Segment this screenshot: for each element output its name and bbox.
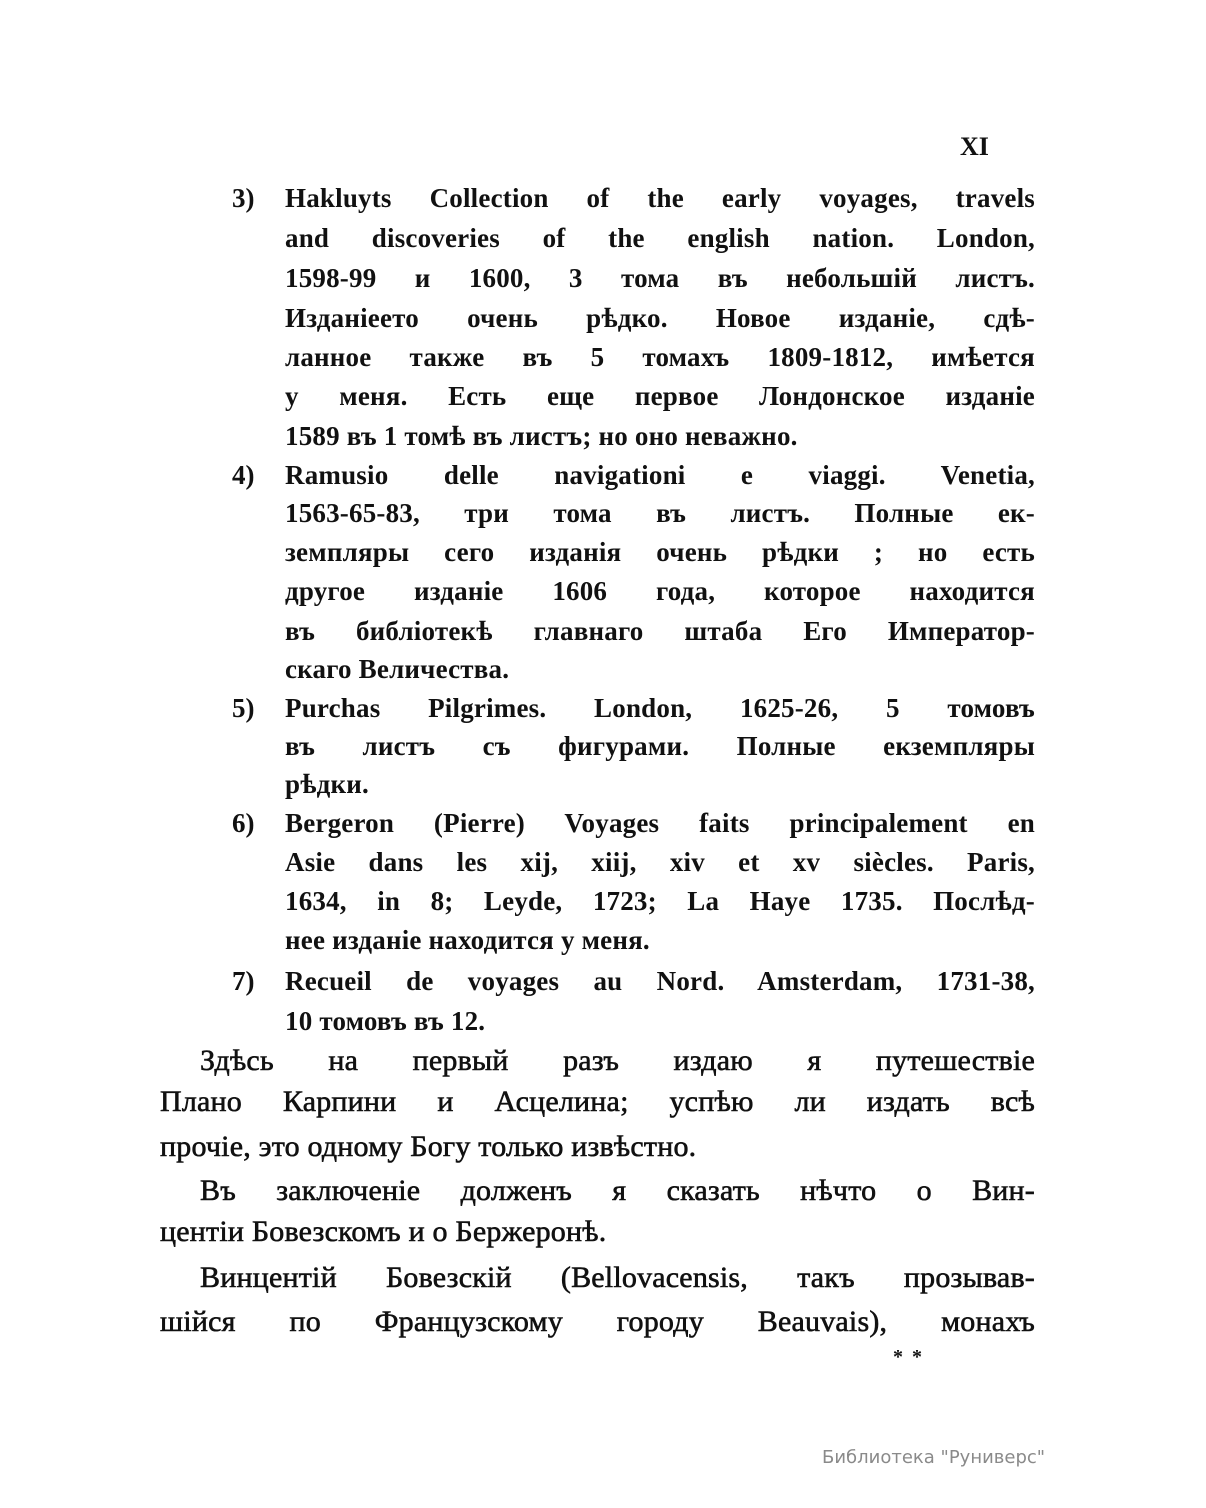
bibliography-line: скаго Величества. (285, 654, 510, 684)
paragraph-line: шійся по Французскому городу Beauvais), монахъ (160, 1305, 1035, 1338)
bibliography-line: 10 томовъ въ 12. (285, 1006, 486, 1036)
bibliography-line: and discoveries of the english nation. London, (285, 223, 1035, 253)
bibliography-line: Изданіеето очень рѣдко. Новое изданіе, сдѣ- (285, 303, 1035, 333)
paragraph-line: центіи Бовезскомъ и о Бержеронѣ. (160, 1215, 607, 1248)
item-number: 3) (232, 183, 255, 213)
bibliography-line: Ramusio delle navigationi e viaggi. Venetia, (285, 460, 1035, 490)
bibliography-line: въ библіотекѣ главнаго штаба Его Император- (285, 616, 1035, 646)
bibliography-line: 1563-65-83, три тома въ листъ. Полные ек- (285, 498, 1035, 528)
bibliography-line: въ листъ съ фигурами. Полные екземпляры (285, 731, 1035, 761)
bibliography-line: Asie dans les xij, xiij, xiv et xv siècles. Paris, (285, 847, 1035, 877)
bibliography-line: Recueil de voyages au Nord. Amsterdam, 1731-38, (285, 966, 1035, 996)
page-number: XI (960, 132, 989, 161)
item-number: 5) (232, 693, 255, 723)
bibliography-line: ланное также въ 5 томахъ 1809-1812, имѣется (285, 342, 1035, 372)
bibliography-line: у меня. Есть еще первое Лондонское изданіе (285, 381, 1035, 411)
bibliography-line: 1634, in 8; Leyde, 1723; La Haye 1735. Послѣд- (285, 886, 1035, 916)
item-number: 6) (232, 808, 255, 838)
paragraph-line: прочіе, это одному Богу только извѣстно. (160, 1130, 697, 1163)
paragraph-line: Въ заключеніе долженъ я сказать нѣчто о Вин- (200, 1174, 1035, 1207)
item-number: 7) (232, 966, 255, 996)
bibliography-line: Purchas Pilgrimes. London, 1625-26, 5 томовъ (285, 693, 1035, 723)
bibliography-line: нее изданіе находится у меня. (285, 925, 650, 955)
bibliography-line: рѣдки. (285, 769, 369, 799)
bibliography-line: Hakluyts Collection of the early voyages, travels (285, 183, 1035, 213)
paragraph-line: Плано Карпини и Асцелина; успѣю ли издать всѣ (160, 1085, 1035, 1118)
item-number: 4) (232, 460, 255, 490)
bibliography-line: земпляры сего изданія очень рѣдки ; но есть (285, 537, 1035, 567)
bibliography-line: 1589 въ 1 томѣ въ листъ; но оно неважно. (285, 421, 798, 451)
bibliography-line: Bergeron (Pierre) Voyages faits principalement en (285, 808, 1035, 838)
paragraph-line: Здѣсь на первый разъ издаю я путешествіе (200, 1044, 1035, 1077)
signature-mark: * * (893, 1346, 924, 1368)
bibliography-line: 1598-99 и 1600, 3 тома въ небольшій листъ. (285, 263, 1035, 293)
bibliography-line: другое изданіе 1606 года, которое находится (285, 576, 1035, 606)
paragraph-line: Винцентій Бовезскій (Bellovacensis, такъ прозывав- (200, 1261, 1035, 1294)
library-watermark: Библиотека "Руниверс" (822, 1447, 1046, 1468)
